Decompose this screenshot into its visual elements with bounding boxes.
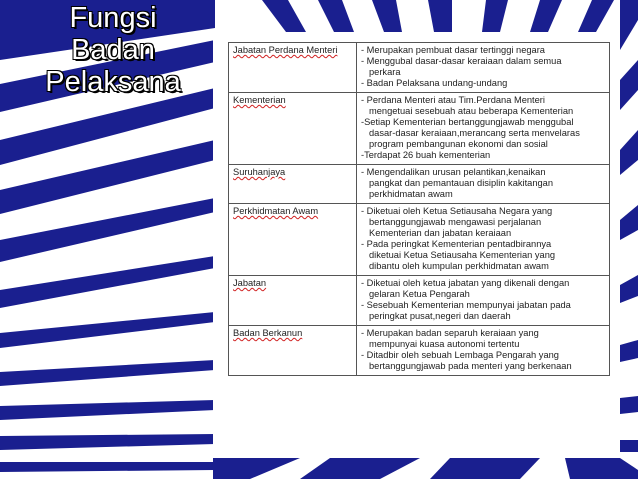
- function-line: gelaran Ketua Pengarah: [369, 289, 470, 299]
- function-line: peringkat pusat,negeri dan daerah: [369, 311, 511, 321]
- function-line: -Terdapat 26 buah kementerian: [361, 150, 491, 160]
- slide-title: [28, 2, 198, 98]
- function-line: perkara: [369, 67, 401, 77]
- title-line: Fungsi: [69, 2, 157, 34]
- agency-cell: [229, 204, 357, 276]
- function-line: bertanggungjawab mengawasi perjalanan: [369, 217, 542, 227]
- function-line: pangkat dan pemantauan disiplin kakitangan: [369, 178, 554, 188]
- table-row: [229, 165, 610, 204]
- function-line: - Perdana Menteri atau Tim.Perdana Menteri: [361, 95, 545, 105]
- function-line: - Mengendalikan urusan pelantikan,kenaikan: [361, 167, 546, 177]
- title-line: Pelaksana: [45, 66, 181, 98]
- function-cell: [357, 43, 610, 93]
- functions-table: [228, 42, 610, 376]
- table-row: [229, 204, 610, 276]
- function-line: program pembangunan ekonomi dan sosial: [369, 139, 548, 149]
- agency-label: Suruhanjaya: [233, 167, 286, 177]
- function-cell: [357, 93, 610, 165]
- agency-cell: [229, 93, 357, 165]
- agency-cell: [229, 165, 357, 204]
- agency-label: Perkhidmatan Awam: [233, 206, 319, 216]
- table-row: [229, 43, 610, 93]
- function-line: bertanggungjawab pada menteri yang berkenaan: [369, 361, 572, 371]
- agency-label: Kementerian: [233, 95, 286, 105]
- function-cell: [357, 276, 610, 326]
- function-line: - Pada peringkat Kementerian pentadbirannya: [361, 239, 552, 249]
- agency-label: Badan Berkanun: [233, 328, 303, 338]
- function-line: diketuai Ketua Setiausaha Kementerian yang: [369, 250, 556, 260]
- table-row: [229, 93, 610, 165]
- function-line: - Sesebuah Kementerian mempunyai jabatan pada: [361, 300, 571, 310]
- function-line: - Diketuai oleh Ketua Setiausaha Negara yang: [361, 206, 553, 216]
- function-line: - Diketuai oleh ketua jabatan yang dikenali dengan: [361, 278, 570, 288]
- agency-label: Jabatan Perdana Menteri: [233, 45, 338, 55]
- agency-cell: [229, 276, 357, 326]
- function-line: - Menggubal dasar-dasar keraiaan dalam semua: [361, 56, 562, 66]
- agency-cell: [229, 43, 357, 93]
- table-row: [229, 276, 610, 326]
- function-line: mempunyai kuasa autonomi tertentu: [369, 339, 520, 349]
- function-line: -Setiap Kementerian bertanggungjawab menggubal: [361, 117, 574, 127]
- function-line: dibantu oleh kumpulan perkhidmatan awam: [369, 261, 549, 271]
- function-cell: [357, 204, 610, 276]
- function-line: mengetuai sesebuah atau beberapa Kementerian: [369, 106, 574, 116]
- function-line: - Ditadbir oleh sebuah Lembaga Pengarah yang: [361, 350, 559, 360]
- function-line: - Merupakan badan separuh keraiaan yang: [361, 328, 539, 338]
- function-line: Kementerian dan jabatan keraiaan: [369, 228, 512, 238]
- function-cell: [357, 165, 610, 204]
- function-line: - Merupakan pembuat dasar tertinggi negara: [361, 45, 545, 55]
- table-row: [229, 326, 610, 376]
- function-line: dasar-dasar keraiaan,merancang serta menvelaras: [369, 128, 580, 138]
- function-cell: [357, 326, 610, 376]
- agency-label: Jabatan: [233, 278, 267, 288]
- function-line: perkhidmatan awam: [369, 189, 453, 199]
- agency-cell: [229, 326, 357, 376]
- function-line: - Badan Pelaksana undang-undang: [361, 78, 508, 88]
- title-line: Badan: [71, 34, 155, 66]
